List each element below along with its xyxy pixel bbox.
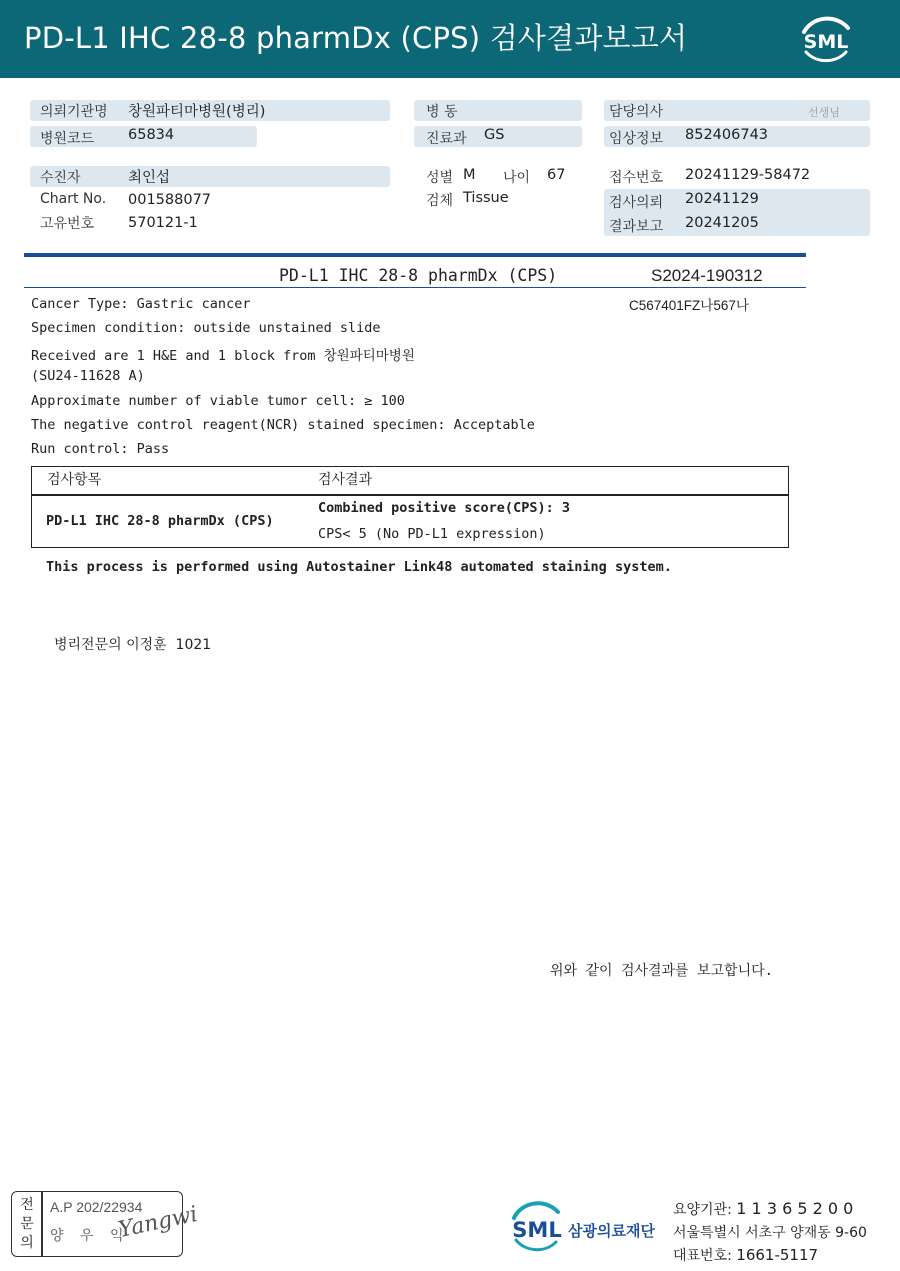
sex-value: M [463,167,476,183]
col-header-item: 검사항목 [47,472,102,488]
sub-id: C567401FZ나567나 [629,298,749,313]
process-note: This process is performed using Autostainer Link48 automated staining system. [46,559,672,575]
institution-value: 창원파티마병원(병리) [128,104,266,120]
body-line: Run control: Pass [31,441,170,457]
org-name: 삼광의료재단 [568,1222,655,1240]
sample-id: S2024-190312 [651,266,763,285]
request-value: 20241129 [685,191,759,207]
test-name-heading: PD-L1 IHC 28-8 pharmDx (CPS) [279,266,558,285]
hospital-code-value: 65834 [128,127,175,143]
chart-label: Chart No. [40,191,107,207]
doctor-suffix: 선생님 [808,106,840,119]
specimen-value: Tissue [463,190,509,206]
sml-footer-logo-text: SML [512,1218,562,1242]
phone-number: 1661-5117 [736,1246,819,1264]
sml-footer-logo-icon [508,1198,566,1258]
receipt-value: 20241129-58472 [685,167,811,183]
handwritten-signature: Yangwi [116,1201,200,1244]
department-label: 진료과 [426,131,467,147]
body-line: (SU24-11628 A) [31,368,145,384]
stamp-divider [41,1191,43,1257]
table-header-divider [31,494,789,496]
age-label: 나이 [503,170,531,186]
stamp-side-char: 의 [20,1235,34,1251]
ward-label: 병 동 [426,104,458,120]
chart-value: 001588077 [128,192,212,208]
sml-logo-icon [796,12,856,66]
clinical-value: 852406743 [685,127,769,143]
pathologist-signature: 병리전문의 이정훈 1021 [54,637,212,653]
stamp-side-char: 문 [20,1216,34,1232]
col-header-result: 검사결과 [318,472,373,488]
institution-code: 1 1 3 6 5 2 0 0 [736,1199,854,1218]
table-item: PD-L1 IHC 28-8 pharmDx (CPS) [46,513,274,529]
report-date-label: 결과보고 [609,219,664,235]
stamp-name: 양 우 익 [50,1228,130,1244]
top-rule [24,253,806,257]
result-line-1: Combined positive score(CPS): 3 [318,500,570,516]
doctor-label: 담당의사 [609,104,664,120]
unique-value: 570121-1 [128,215,198,231]
result-line-2: CPS< 5 (No PD-L1 expression) [318,526,546,542]
age-value: 67 [547,167,566,183]
institution-code-line [673,1199,853,1219]
clinical-label: 임상정보 [609,131,664,147]
body-line: Specimen condition: outside unstained slide [31,320,381,336]
patient-label: 수진자 [40,170,81,186]
body-line: Cancer Type: Gastric cancer [31,296,251,312]
stamp-side-label [17,1196,37,1253]
institution-code-label: 요양기관: [673,1202,732,1218]
department-value: GS [484,127,505,143]
phone-label: 대표번호: [673,1248,732,1264]
stamp-side-char: 전 [20,1197,34,1213]
heading-rule [24,287,806,288]
body-line: The negative control reagent(NCR) stained specimen: Acceptable [31,417,535,433]
stamp-ap-number: A.P 202/22934 [50,1199,143,1215]
phone-line [673,1245,818,1265]
specimen-label: 검체 [426,193,454,209]
institution-label: 의뢰기관명 [40,104,108,120]
body-line: Approximate number of viable tumor cell: ≥ 100 [31,393,405,409]
patient-name: 최인섭 [128,170,171,186]
report-title: PD-L1 IHC 28-8 pharmDx (CPS) 검사결과보고서 [24,21,688,55]
sml-logo-text: SML [803,31,849,53]
request-label: 검사의뢰 [609,195,664,211]
body-line: Received are 1 H&E and 1 block from 창원파티마병원 [31,348,415,364]
unique-label: 고유번호 [40,216,95,232]
org-address: 서울특별시 서초구 양재동 9-60 [673,1225,867,1241]
sex-label: 성별 [426,170,454,186]
report-date-value: 20241205 [685,215,759,231]
closing-statement: 위와 같이 검사결과를 보고합니다. [550,963,774,979]
receipt-label: 접수번호 [609,170,664,186]
patient-pill [30,166,390,187]
hospital-code-label: 병원코드 [40,131,95,147]
